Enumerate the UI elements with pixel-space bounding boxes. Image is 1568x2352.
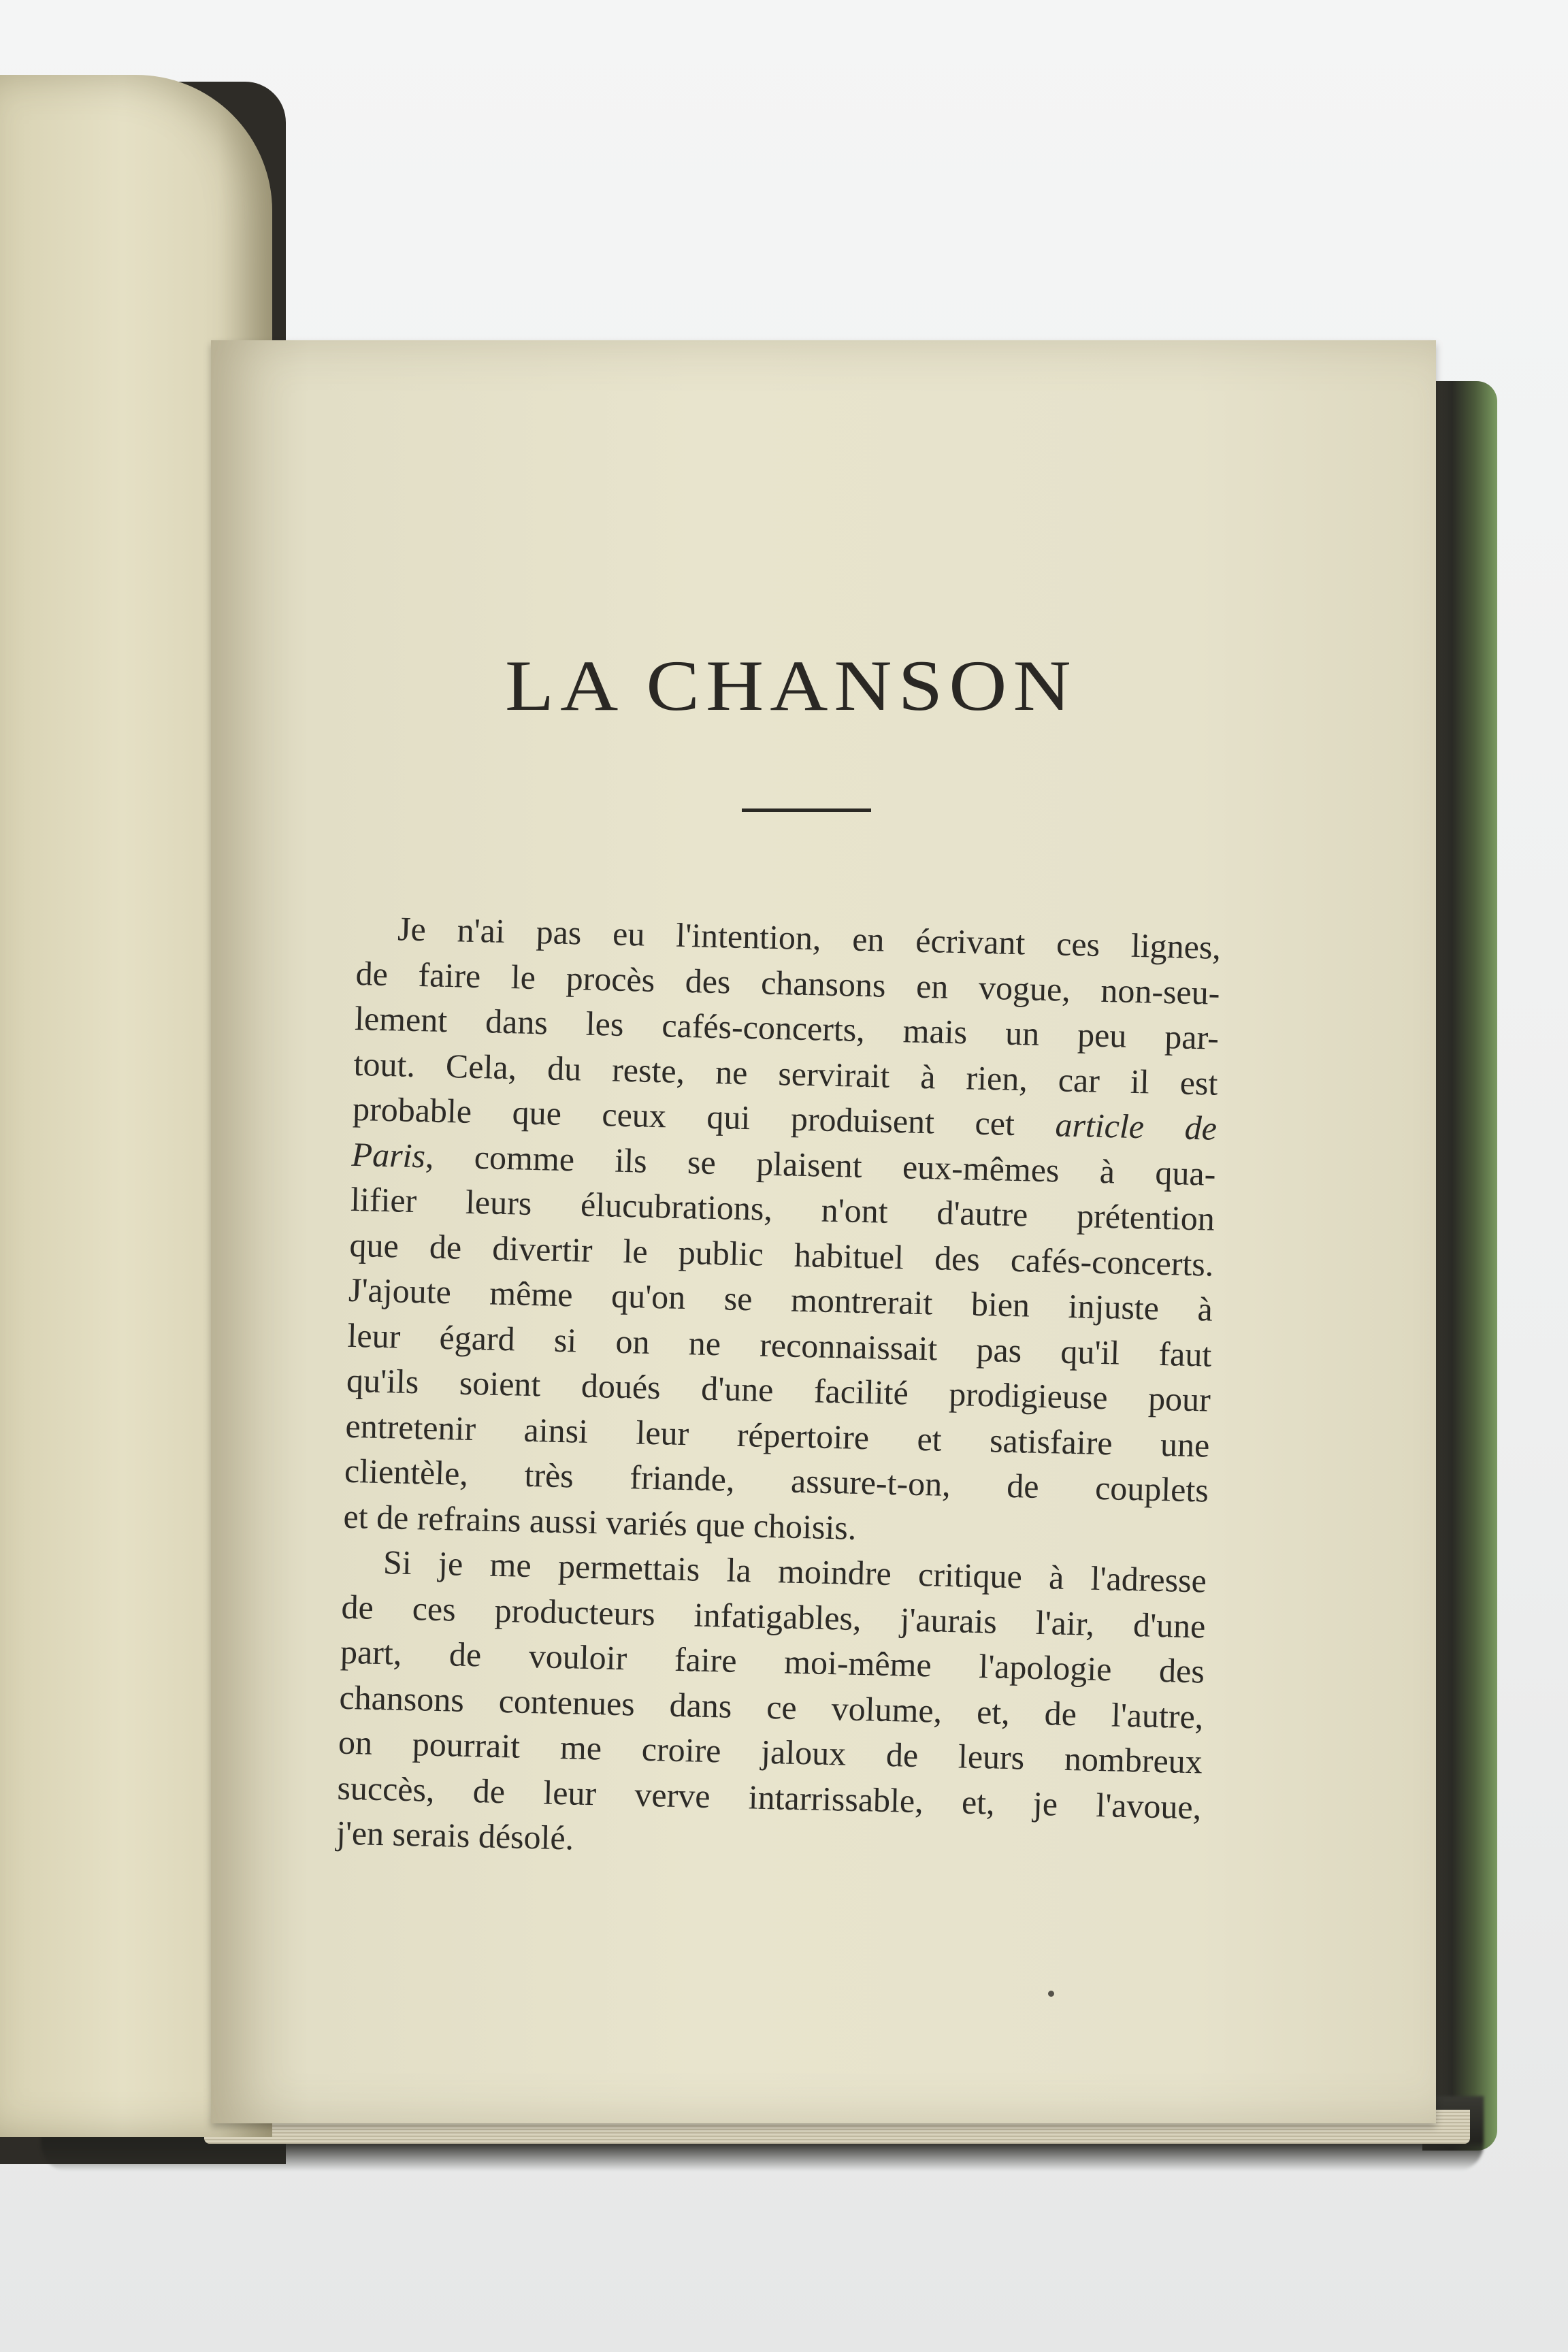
line-text: de ces producteurs infatigables, j'aurais l'air, d'une [340,1587,1206,1646]
line-text: , comme ils se plaisent eux-mêmes à qua- [425,1136,1217,1193]
line-text: tout. Cela, du reste, ne servirait à rien, car il est [353,1044,1219,1102]
body-text [336,905,1221,1875]
line-text: probable que ceux qui produisent cet [352,1089,1015,1143]
line-text: j'en serais désolé. [336,1813,574,1857]
line-text: lifier leurs élucubrations, n'ont d'autre prétention [350,1179,1215,1238]
line-text: de faire le procès des chansons en vogue, non-seu- [355,953,1221,1012]
title-rule [742,808,871,812]
italic-phrase: article de [1054,1105,1218,1147]
line-text: entretenir ainsi leur répertoire et satisfaire une [345,1406,1210,1465]
line-text: lement dans les cafés-concerts, mais un peu par- [354,998,1220,1057]
page-mark [1048,1991,1054,1997]
line-text: clientèle, très friande, assure-t-on, de couplets [344,1451,1209,1509]
line-text: part, de vouloir faire moi-même l'apologie des [340,1632,1205,1690]
line-text: que de divertir le public habituel des cafés-concerts. [349,1225,1214,1284]
line-text: J'ajoute même qu'on se montrerait bien injuste à [348,1270,1213,1328]
chapter-title: LA CHANSON [505,645,1077,726]
line-text: on pourrait me croire jaloux de leurs nombreux [338,1722,1203,1781]
line-text: leur égard si on ne reconnaissait pas qu'il faut [347,1316,1212,1374]
italic-phrase: Paris [351,1134,426,1175]
line-text: chansons contenues dans ce volume, et, de l'autre, [338,1678,1204,1736]
line-text: Je n'ai pas eu l'intention, en écrivant ces lignes, [397,909,1222,966]
line-text: et de refrains aussi variés que choisis. [343,1497,858,1547]
line-text: succès, de leur verve intarrissable, et, je l'avoue, [336,1768,1202,1826]
line-text: qu'ils soient doués d'une facilité prodigieuse pour [346,1360,1211,1419]
line-text: Si je me permettais la moindre critique à l'adresse [382,1543,1207,1600]
